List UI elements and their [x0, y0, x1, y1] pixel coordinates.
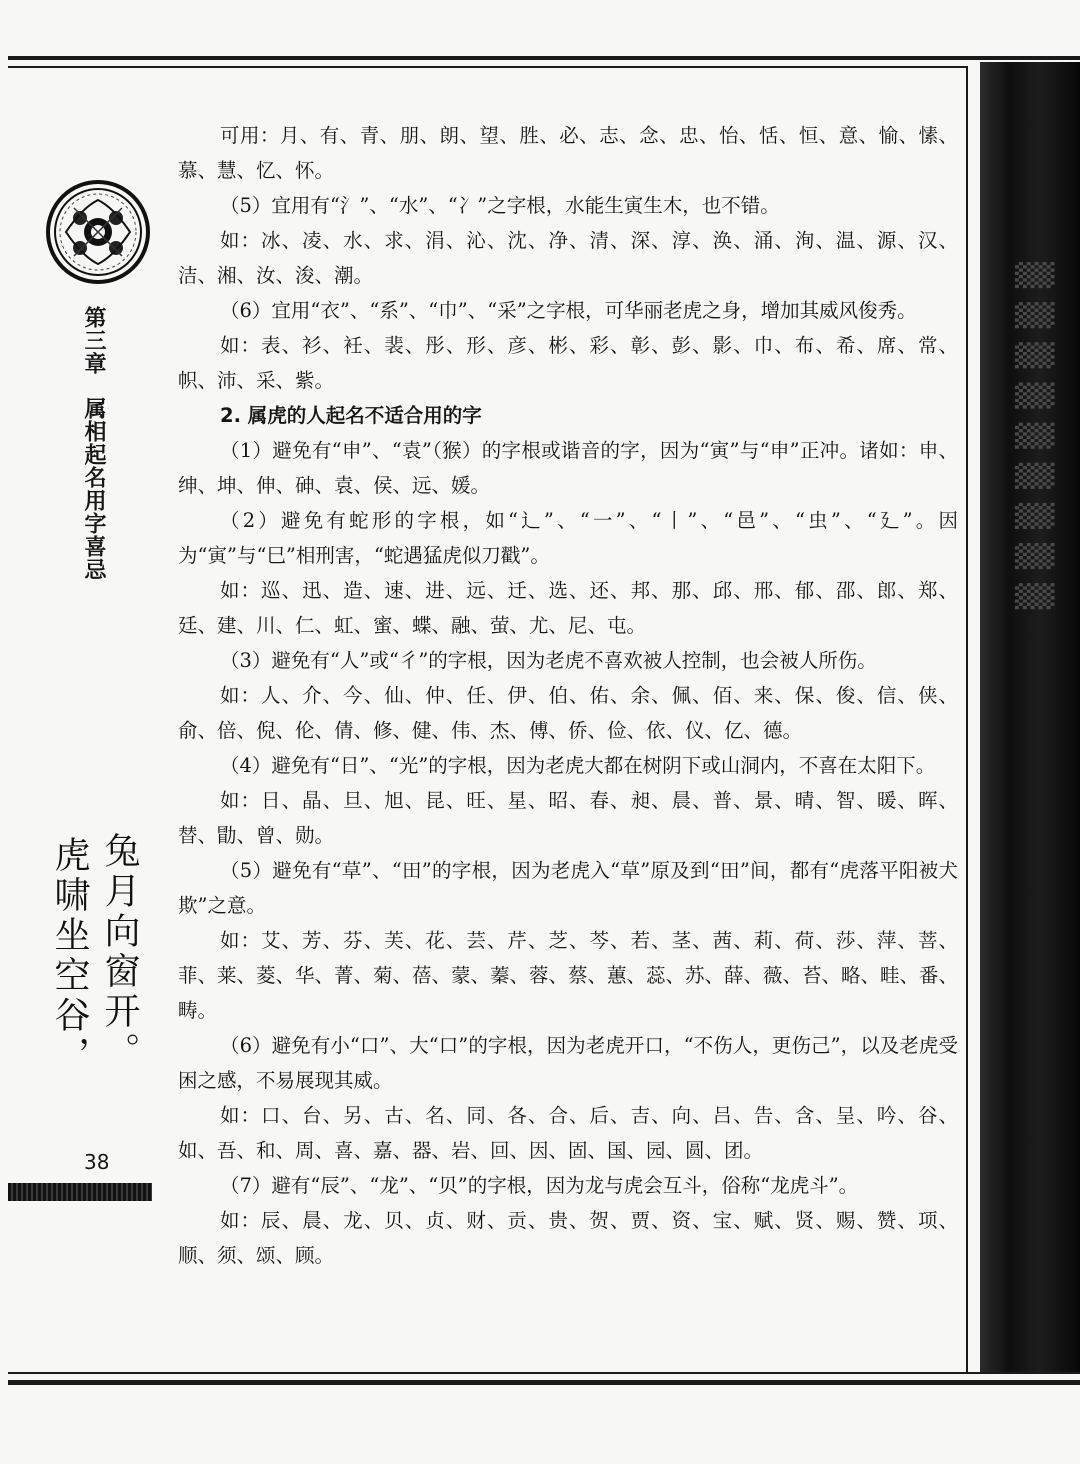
top-rule-thin [8, 66, 968, 68]
paragraph: （7）避有“辰”、“龙”、“贝”的字根，因为龙与虎会互斗，俗称“龙虎斗”。 [220, 1174, 859, 1197]
section-heading: 2. 属虎的人起名不适合用的字 [220, 404, 482, 427]
spine-texture: ▒▒▒▒▒▒▒▒▒ [1014, 262, 1054, 624]
paragraph: 如：表、衫、衽、裴、彤、形、彦、彬、彩、彰、彭、影、巾、布、希、席、常、帜、沛、采、紫。 [178, 334, 958, 392]
paragraph: （5）避免有“草”、“田”的字根，因为老虎入“草”原及到“田”间，都有“虎落平阳被犬欺”之意。 [178, 859, 958, 917]
bottom-rule-thick [8, 1380, 1080, 1385]
bottom-rule-thin [8, 1372, 1080, 1374]
paragraph: 如：人、介、今、仙、仲、任、伊、伯、佑、余、佩、佰、来、保、俊、信、侠、俞、倍、倪、伦、倩、修、健、伟、杰、傅、侨、俭、依、仪、亿、德。 [178, 684, 958, 742]
chapter-title: 属相起名用字喜忌 [81, 397, 106, 581]
paragraph: （6）避免有小“口”、大“口”的字根，因为老虎开口，“不伤人，更伤己”，以及老虎受困之感，不易展现其威。 [178, 1034, 958, 1092]
chapter-number: 第三章 [81, 306, 106, 375]
paragraph: （1）避免有“申”、“袁”（猴）的字根或谐音的字，因为“寅”与“申”正冲。诸如：申、绅、坤、伸、砷、袁、侯、远、媛。 [178, 439, 958, 497]
page-number-bar [8, 1183, 152, 1201]
paragraph: （6）宜用“衣”、“系”、“巾”、“采”之字根，可华丽老虎之身，增加其威风俊秀。 [220, 299, 917, 322]
paragraph: （2）避免有蛇形的字根，如“辶”、“一”、“丨”、“邑”、“虫”、“廴”。因为“寅”与“巳”相刑害，“蛇遇猛虎似刀戳”。 [178, 509, 958, 567]
paragraph: （4）避免有“日”、“光”的字根，因为老虎大都在树阴下或山洞内，不喜在太阳下。 [220, 754, 936, 777]
book-spine-shadow [980, 62, 1080, 1372]
right-margin-rule [966, 66, 968, 1372]
poem-line-1: 兔月向窗开。 [99, 832, 140, 1072]
paragraph: （5）宜用有“氵”、“水”、“冫”之字根，水能生寅生木，也不错。 [220, 194, 780, 217]
top-rule-thick [8, 56, 1080, 60]
paragraph: 如：巡、迅、造、速、进、远、迁、选、还、邦、那、邱、邢、郁、邵、郎、郑、廷、建、川、仁、虹、蜜、蝶、融、萤、尤、尼、屯。 [178, 579, 958, 637]
page-number: 38 [84, 1150, 110, 1174]
paragraph: 如：冰、凌、水、求、涓、沁、沈、净、清、深、淳、涣、涌、洵、温、源、汉、洁、湘、汝、浚、潮。 [178, 229, 958, 287]
paragraph: （3）避免有“人”或“彳”的字根，因为老虎不喜欢被人控制，也会被人所伤。 [220, 649, 877, 672]
paragraph: 如：艾、芳、芬、芙、花、芸、芹、芝、芩、若、茎、茜、莉、荷、莎、萍、菩、菲、莱、菱、华、菁、菊、蓓、蒙、蓁、蓉、蔡、蕙、蕊、苏、薛、薇、苔、略、畦、番、畴。 [178, 929, 959, 1022]
body-text [178, 118, 958, 1273]
chapter-side-title [78, 306, 108, 581]
poem-line-2: 虎啸坐空谷， [49, 836, 90, 1076]
decorative-seal-icon [44, 178, 152, 286]
paragraph: 如：辰、晨、龙、贝、贞、财、贡、贵、贺、贾、资、宝、赋、贤、赐、赞、项、顺、须、颂、顾。 [178, 1209, 958, 1267]
paragraph: 如：口、台、另、古、名、同、各、合、后、吉、向、吕、告、含、呈、吟、谷、如、吾、和、周、喜、嘉、器、岩、回、因、固、国、园、圆、团。 [178, 1104, 958, 1162]
paragraph: 如：日、晶、旦、旭、昆、旺、星、昭、春、昶、晨、普、景、晴、智、暖、晖、替、勖、曾、勋。 [178, 789, 958, 847]
paragraph: 可用：月、有、青、朋、朗、望、胜、必、志、念、忠、怡、恬、恒、意、愉、愫、慕、慧、忆、怀。 [178, 124, 958, 182]
